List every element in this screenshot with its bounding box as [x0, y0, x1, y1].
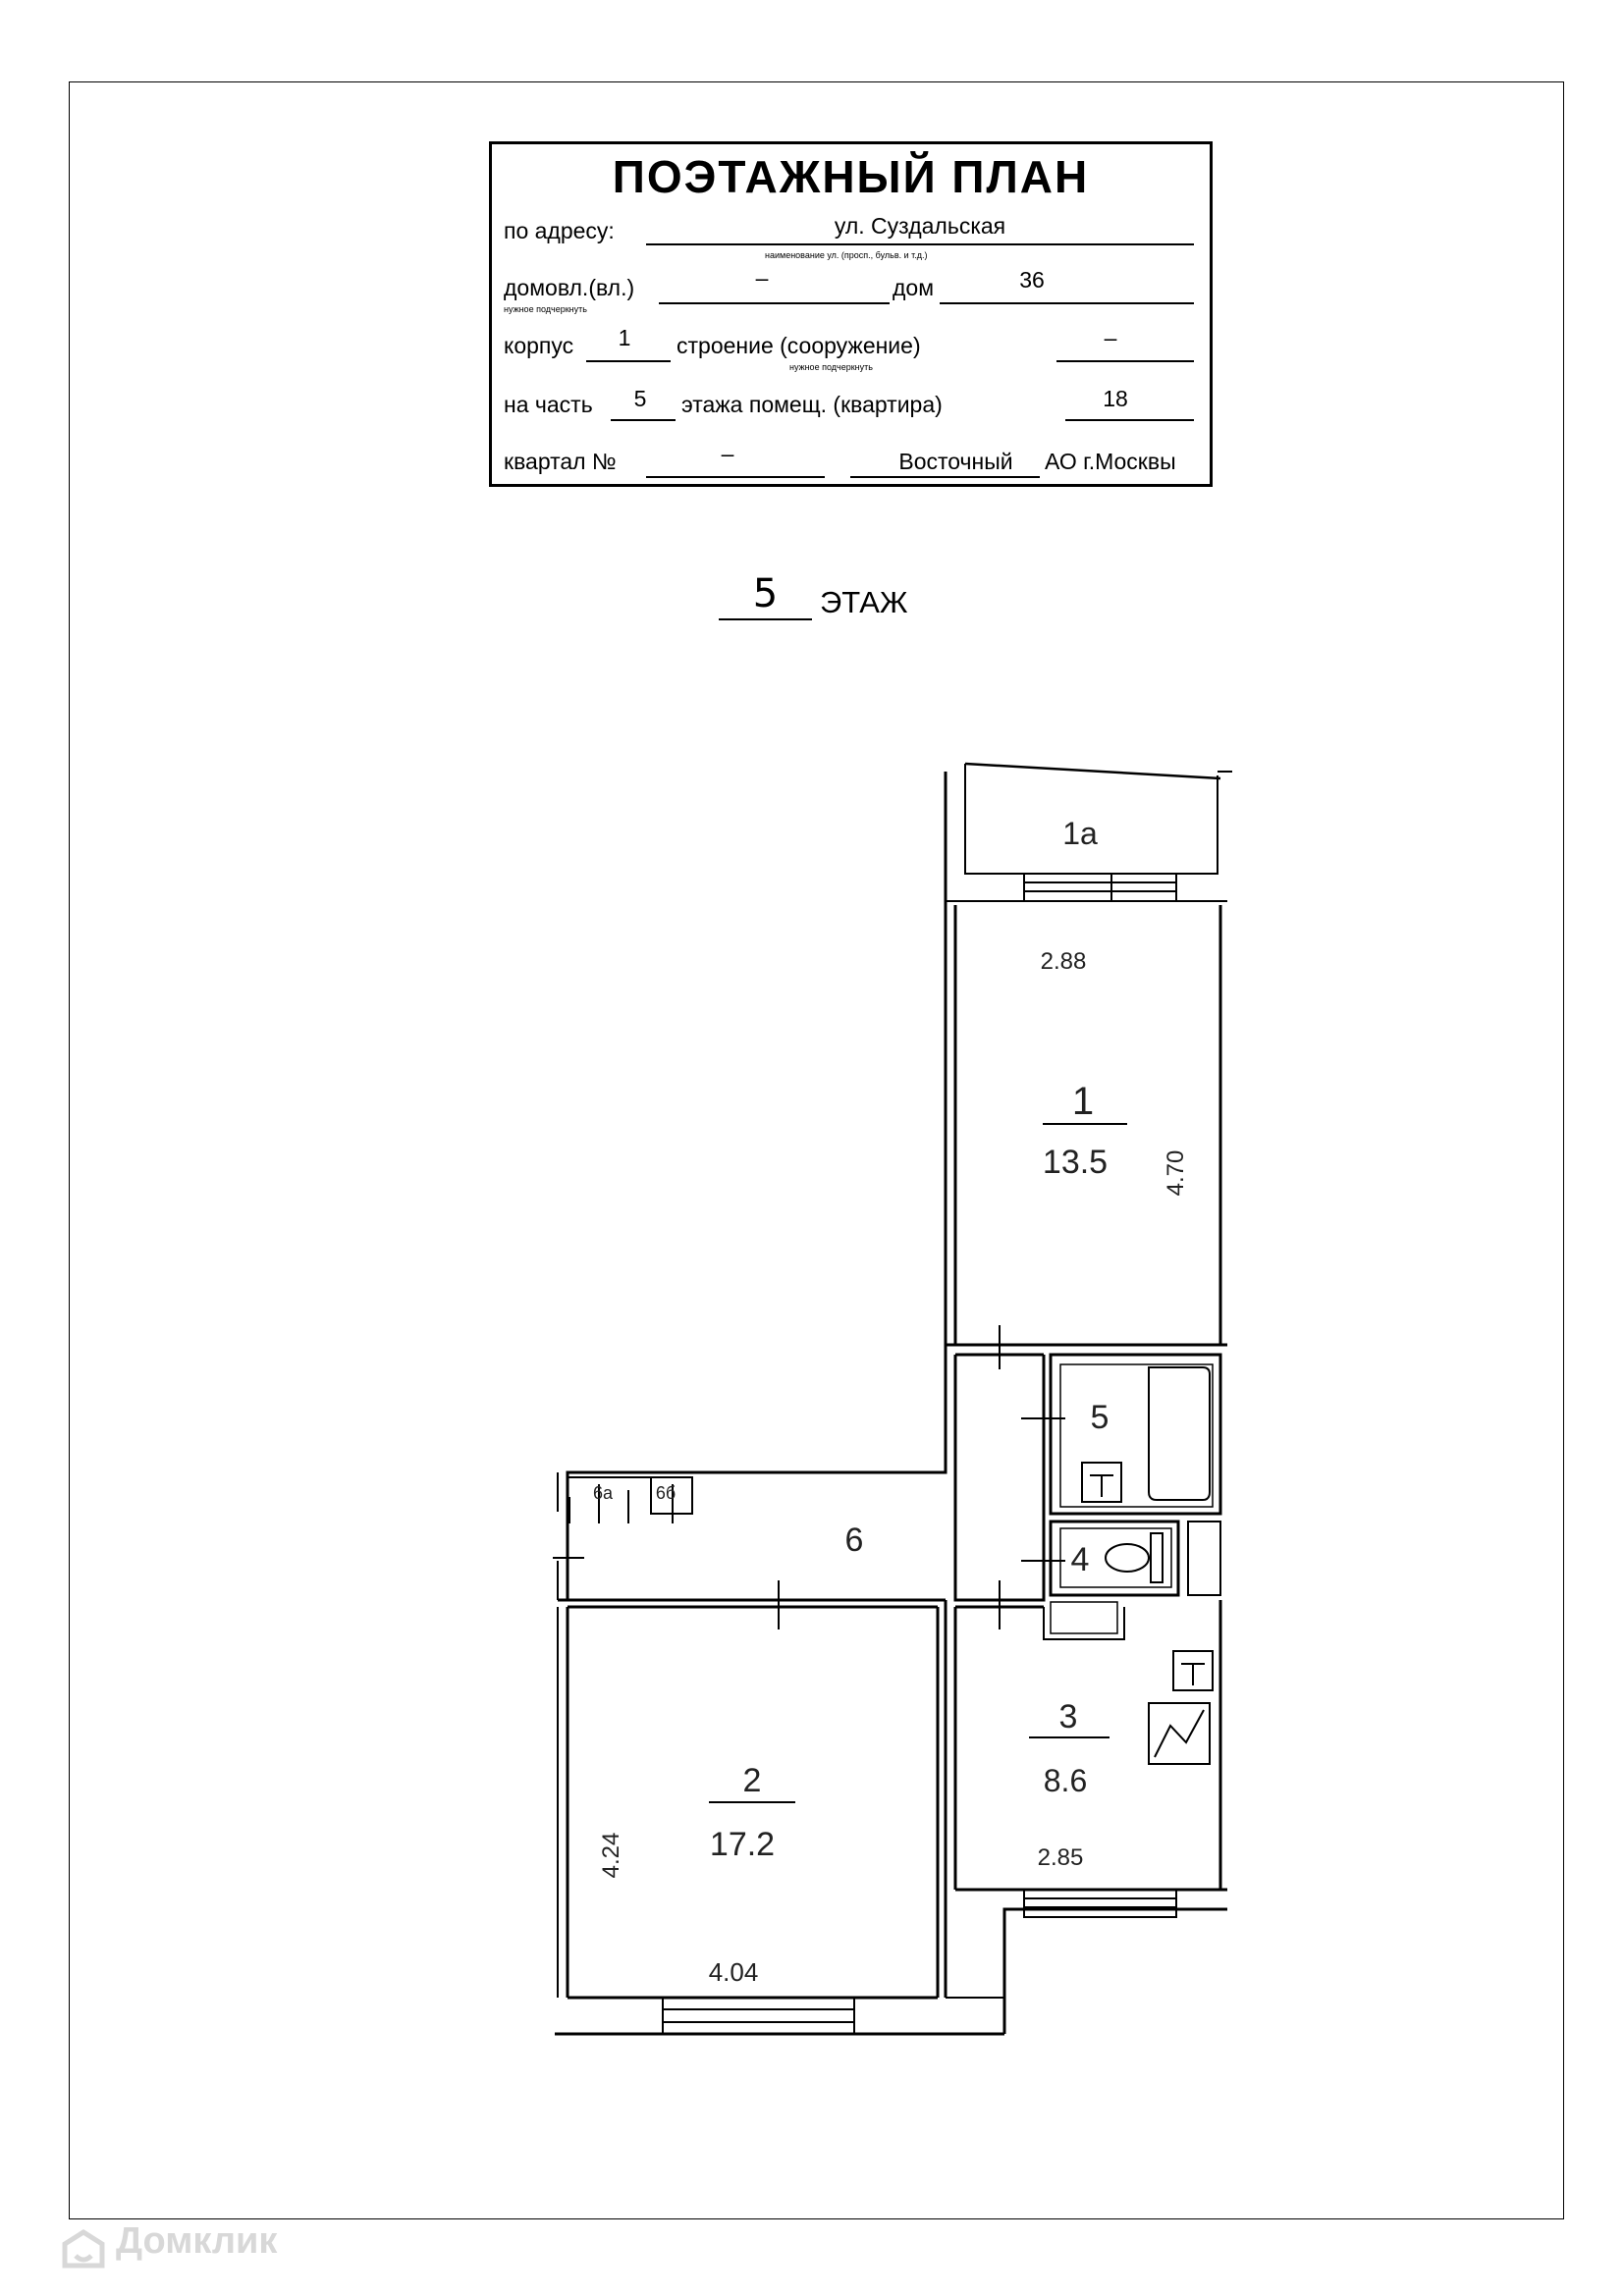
part-label: на часть [504, 392, 593, 417]
apartment-value: 18 [1103, 386, 1128, 411]
room-2-area: 17.2 [709, 1826, 776, 1863]
ao-label: АО г.Москвы [1045, 449, 1176, 474]
room3-width-dimension: 2.85 [1037, 1844, 1084, 1871]
watermark-text: Домклик [116, 2220, 278, 2262]
room-6b-number: 6б [655, 1483, 677, 1503]
room1-width-dimension: 2.88 [1040, 948, 1087, 975]
room2-length-dimension: 4.24 [598, 1832, 624, 1879]
house-value: 36 [1019, 267, 1045, 293]
stroenie-hint: нужное подчеркнуть [789, 362, 873, 372]
stroenie-value: – [1104, 325, 1117, 350]
quarter-label: квартал № [504, 449, 617, 474]
district-value: Восточный [898, 449, 1013, 474]
room1-length-dimension: 4.70 [1163, 1149, 1189, 1197]
house-label: дом [893, 275, 935, 300]
plan-walls [555, 764, 1232, 2034]
room-4-number: 4 [1070, 1541, 1090, 1578]
room-6a-number: 6а [592, 1483, 614, 1503]
domovl-value: – [755, 265, 769, 291]
street-hint: наименование ул. (просп., бульв. и т.д.) [765, 250, 928, 260]
room-6-number: 6 [844, 1522, 864, 1559]
part-value: 5 [633, 386, 647, 411]
domclick-logo-icon [59, 2226, 108, 2275]
korpus-value: 1 [618, 325, 631, 350]
room2-width-dimension: 4.04 [708, 1957, 759, 1987]
floor-label: ЭТАЖ [820, 585, 908, 619]
room-2-number: 2 [742, 1762, 762, 1799]
domovl-label: домовл.(вл.) [504, 275, 635, 300]
room-3-number: 3 [1058, 1698, 1078, 1735]
address-label: по адресу: [504, 218, 615, 243]
quarter-value: – [721, 441, 734, 466]
room-5-number: 5 [1090, 1399, 1110, 1436]
room-1-area: 13.5 [1042, 1144, 1109, 1181]
stamp-title: ПОЭТАЖНЫЙ ПЛАН [612, 151, 1090, 202]
floor-number: 5 [752, 571, 779, 616]
room-1a-number: 1а [1062, 816, 1098, 851]
room-1-number: 1 [1071, 1080, 1095, 1123]
floor-premises-label: этажа помещ. (квартира) [681, 392, 943, 417]
korpus-label: корпус [504, 333, 574, 358]
room-3-area: 8.6 [1043, 1763, 1088, 1798]
street-value: ул. Суздальская [834, 213, 1006, 239]
domovl-hint: нужное подчеркнуть [504, 304, 587, 314]
stroenie-label: строение (сооружение) [677, 333, 921, 358]
